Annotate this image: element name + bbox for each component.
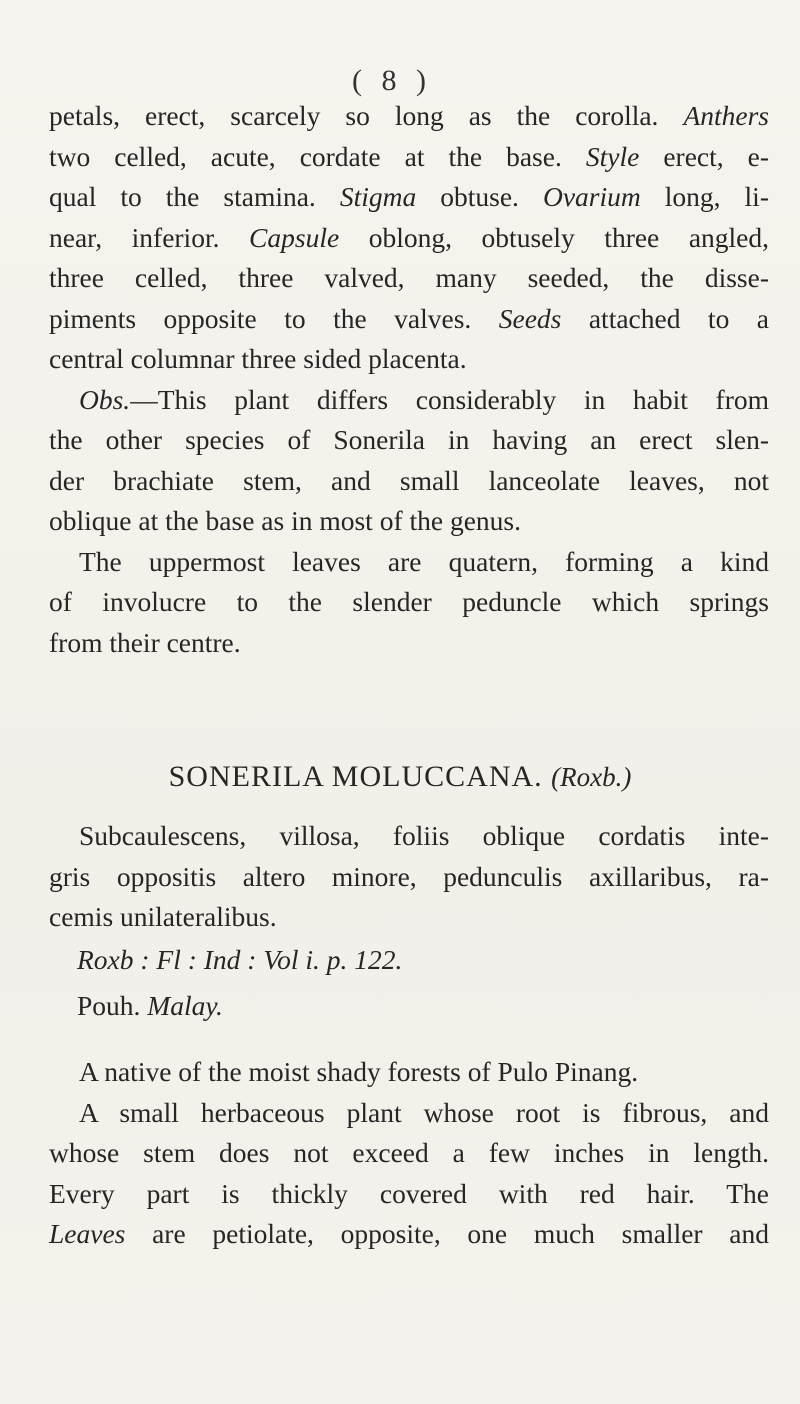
text-span: oblong, obtusely three angled, [339, 221, 769, 253]
vernacular-label: Pouh. [77, 990, 148, 1021]
text-span: —This plant differs considerably in habit from [130, 383, 769, 415]
reference-text: Roxb : Fl : Ind : Vol i. p. 122. [77, 944, 403, 975]
text-line [49, 137, 769, 178]
text-span: qual to the stamina. [49, 181, 340, 212]
text-line [49, 177, 769, 218]
text-line: of involucre to the slender peduncle which springs [49, 586, 769, 617]
text-line: central columnar three sided placenta. [49, 343, 467, 374]
page-number: ( 8 ) [352, 64, 432, 97]
species-authority: (Roxb.) [551, 762, 632, 792]
vernacular-name [77, 990, 223, 1022]
text-span: two celled, acute, cordate at the base. [49, 140, 586, 172]
text-line [49, 380, 769, 421]
obs-label: Obs. [79, 383, 131, 415]
text-span: are petiolate, opposite, one much smaller and [125, 1218, 769, 1249]
reference [77, 944, 402, 976]
text-span: petals, erect, scarcely so long as the corolla. [49, 100, 684, 131]
text-span: erect, e- [639, 140, 769, 172]
text-line: whose stem does not exceed a few inches in length. [49, 1137, 769, 1168]
text-line [49, 218, 769, 259]
text-line: gris oppositis altero minore, pedunculis axillaribus, ra- [49, 860, 769, 892]
vernacular-language: Malay. [147, 990, 223, 1021]
text-line: from their centre. [49, 626, 241, 658]
text-line: Subcaulescens, villosa, foliis oblique cordatis inte- [79, 820, 769, 851]
species-name: SONERILA MOLUCCANA. [168, 760, 543, 793]
text-line: der brachiate stem, and small lanceolate leaves, not [49, 464, 769, 496]
text-line [49, 299, 769, 340]
term-style: Style [585, 140, 640, 172]
text-line: A small herbaceous plant whose root is fibrous, and [79, 1096, 769, 1128]
term-capsule: Capsule [249, 221, 340, 253]
text-line: cemis unilateralibus. [49, 901, 277, 932]
text-line: The uppermost leaves are quatern, forming a kind [79, 545, 769, 577]
term-seeds: Seeds [498, 302, 562, 334]
species-description [49, 1052, 769, 1255]
text-line: Every part is thickly covered with red hair. The [49, 1177, 769, 1209]
description-text [49, 96, 769, 663]
term-ovarium: Ovarium [542, 181, 641, 212]
term-stigma: Stigma [339, 181, 417, 212]
latin-diagnosis [49, 816, 769, 938]
text-span: piments opposite to the valves. [49, 302, 499, 334]
text-span: obtuse. [416, 181, 543, 212]
text-line [49, 1214, 769, 1255]
text-line: A native of the moist shady forests of Pulo Pinang. [79, 1056, 639, 1087]
text-span: near, inferior. [49, 221, 250, 253]
term-anthers: Anthers [683, 100, 769, 131]
text-line [49, 96, 769, 137]
text-span: long, li- [640, 181, 769, 212]
text-line: the other species of Sonerila in having an erect slen- [49, 424, 769, 455]
term-leaves: Leaves [49, 1218, 126, 1249]
text-line: oblique at the base as in most of the genus. [49, 505, 521, 536]
text-line: three celled, three valved, many seeded, the disse- [49, 262, 769, 293]
text-span: attached to a [561, 302, 769, 334]
species-heading [0, 760, 800, 794]
